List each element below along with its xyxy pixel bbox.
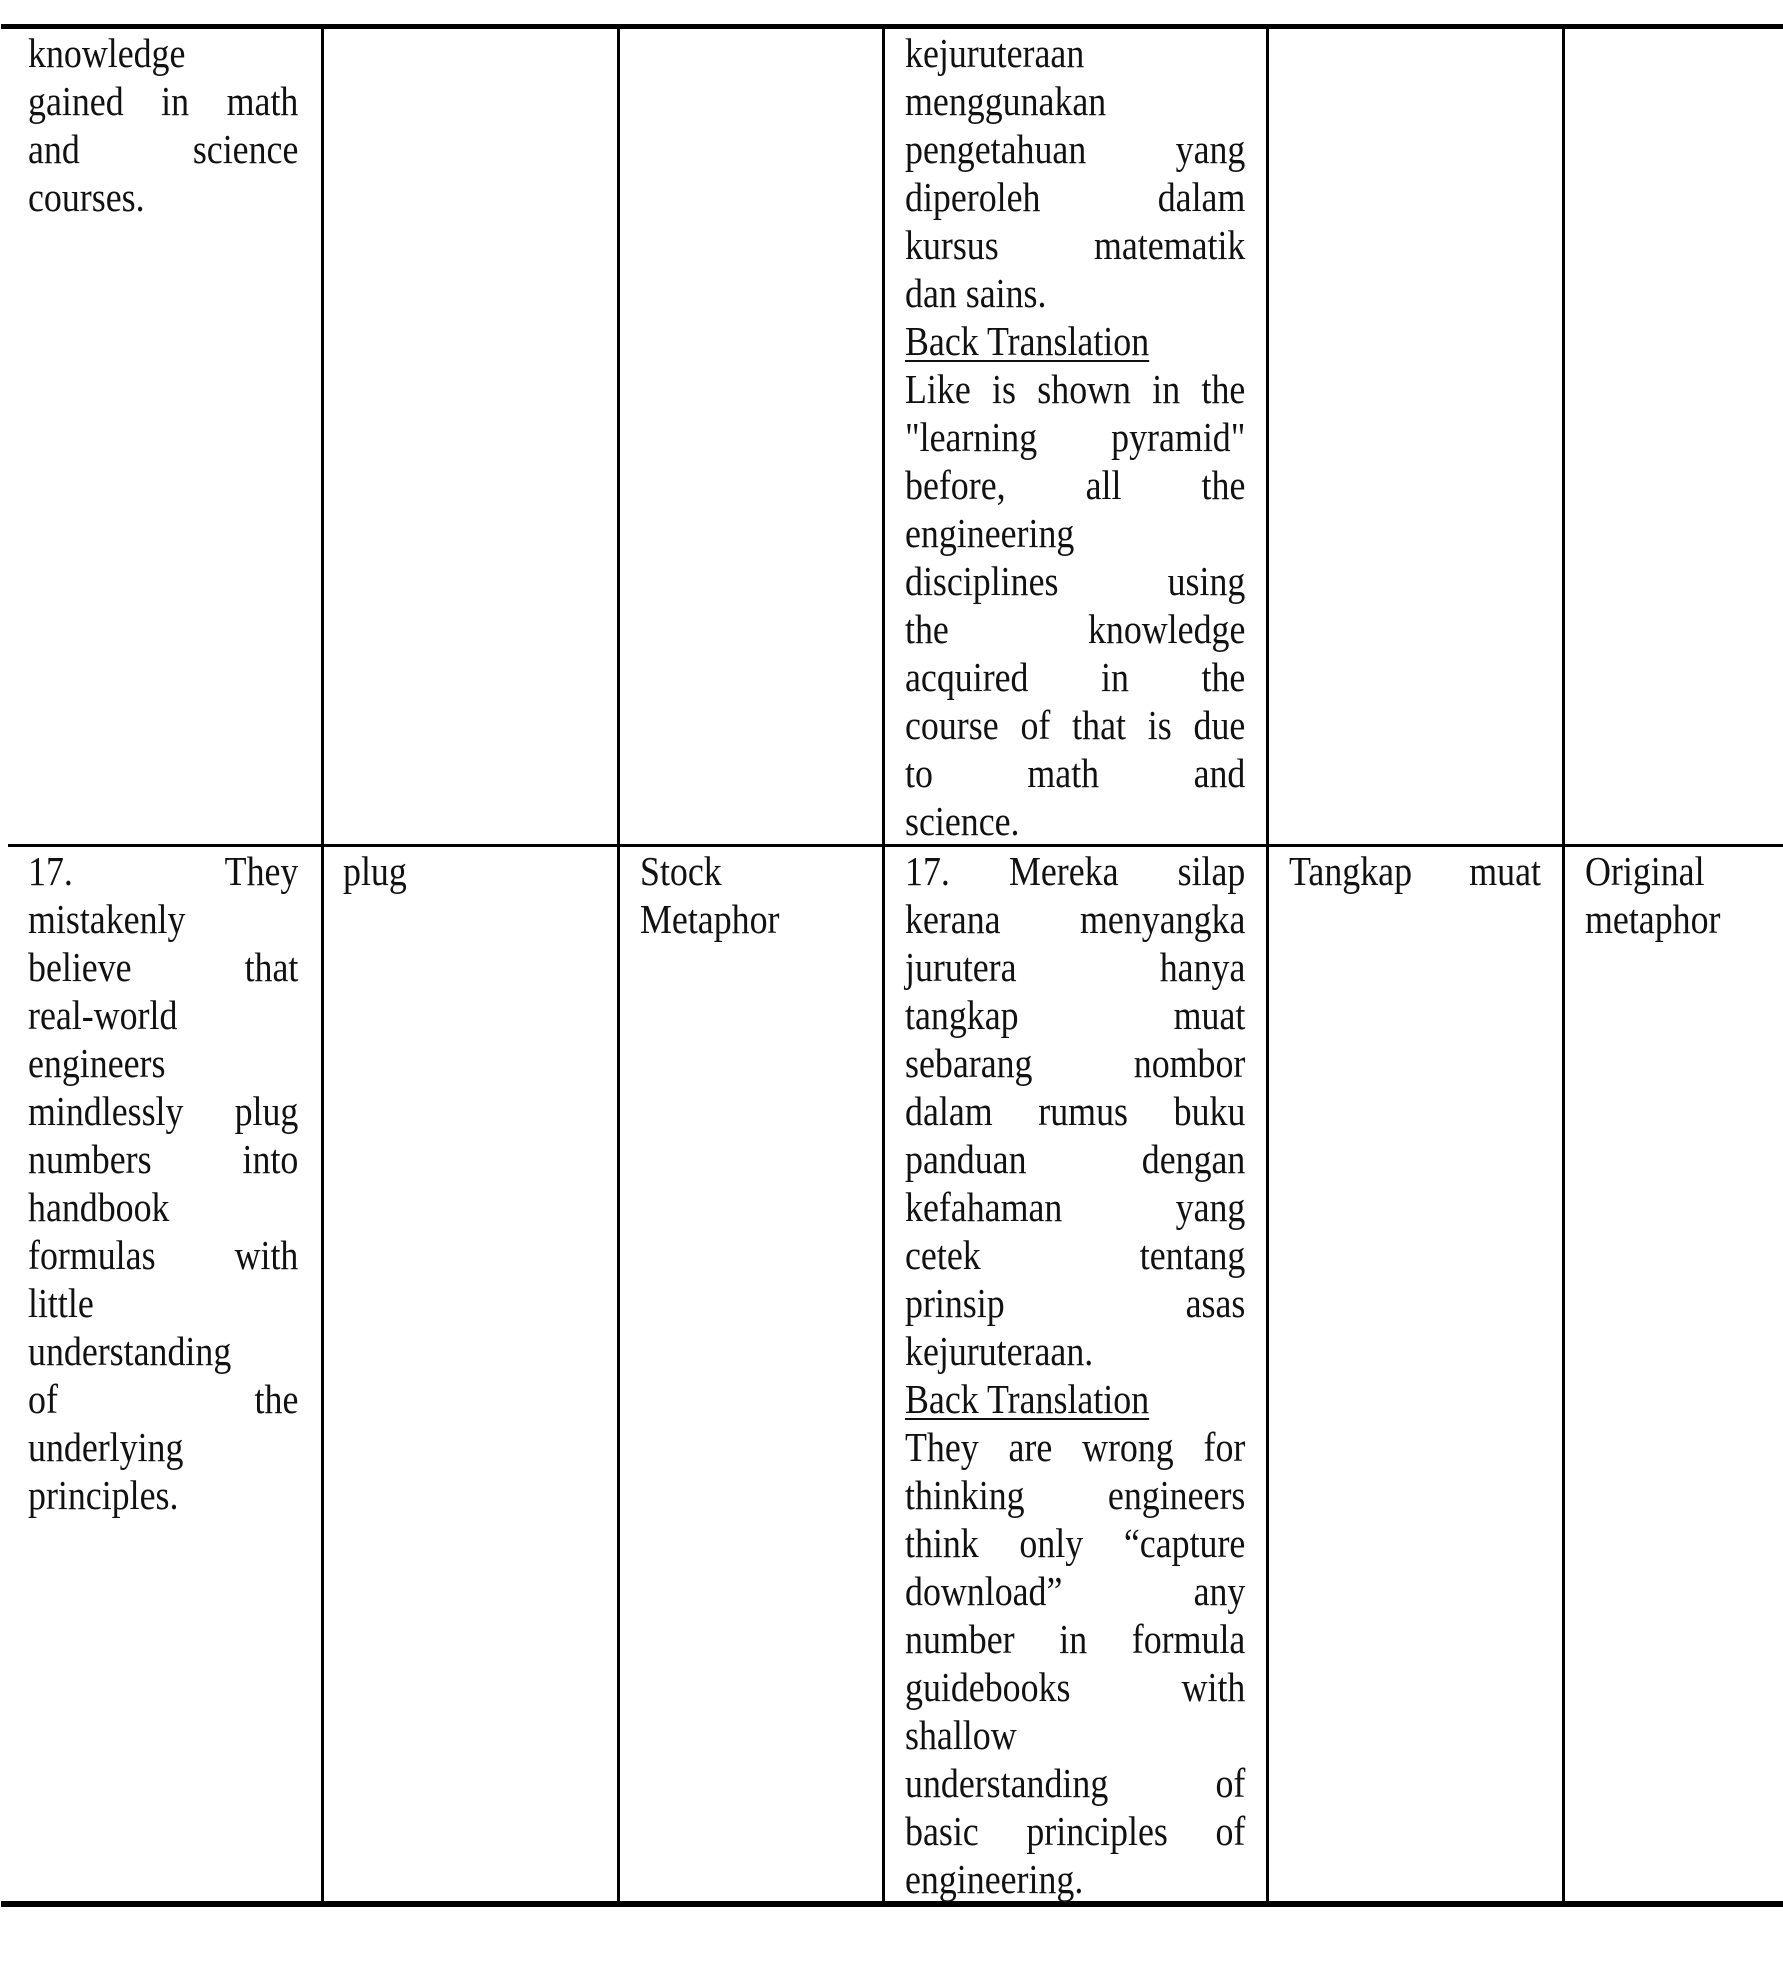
text-line: gained in math <box>28 78 299 124</box>
text-line: and science <box>28 126 299 172</box>
row2-procedure-cell <box>1585 847 1775 943</box>
text-line: mistakenly <box>28 896 186 942</box>
text-line: cetek tentang <box>905 1232 1246 1278</box>
text-line: kejuruteraan <box>905 30 1085 76</box>
column-divider <box>882 29 885 1901</box>
row1-translation-cell <box>905 29 1245 845</box>
text-line: diperoleh dalam <box>905 174 1246 220</box>
row1-translation <box>905 29 1245 845</box>
text-line: of the <box>28 1376 299 1422</box>
text-line: underlying <box>28 1424 184 1470</box>
text-line: understanding of <box>905 1760 1246 1806</box>
column-divider <box>1562 29 1565 1901</box>
column-divider <box>617 29 620 1901</box>
text-line: "learning pyramid" <box>905 414 1246 460</box>
row2-type-cell <box>640 847 862 943</box>
text-line: prinsip asas <box>905 1280 1246 1326</box>
text-line: the knowledge <box>905 606 1246 652</box>
text-line: thinking engineers <box>905 1472 1246 1518</box>
row2-type-line: Stock <box>640 848 722 894</box>
row2-source-text <box>28 847 298 1519</box>
column-divider <box>321 29 324 1901</box>
text-line: understanding <box>28 1328 232 1374</box>
text-line: before, all the <box>905 462 1246 508</box>
text-line: numbers into <box>28 1136 299 1182</box>
text-line: to math and <box>905 750 1246 796</box>
text-line: engineering. <box>905 1856 1084 1902</box>
row2-translation-cell <box>905 847 1245 1903</box>
row2-procedure-line: Original <box>1585 848 1705 894</box>
text-line: principles. <box>28 1472 179 1518</box>
text-line: disciplines using <box>905 558 1246 604</box>
row2-metaphor: plug <box>343 848 407 894</box>
row1-metaphor-cell <box>343 29 595 77</box>
text-line: believe that <box>28 944 299 990</box>
row1-source-text <box>28 29 298 221</box>
row2-translation <box>905 847 1245 1903</box>
text-line: kursus matematik <box>905 222 1246 268</box>
row1-translated-metaphor <box>1289 29 1541 77</box>
text-line: little <box>28 1280 94 1326</box>
row2-translated-metaphor-cell <box>1289 847 1541 895</box>
row2-procedure-line: metaphor <box>1585 896 1721 942</box>
text-line: tangkap muat <box>905 992 1246 1038</box>
back-translation-heading: Back Translation <box>905 1376 1150 1422</box>
row1-source-text-cell <box>28 29 298 221</box>
row2-metaphor-cell <box>343 847 595 895</box>
text-line: kefahaman yang <box>905 1184 1246 1230</box>
text-line: engineering <box>905 510 1075 556</box>
text-line: number in formula <box>905 1616 1246 1662</box>
text-line: Like is shown in the <box>905 366 1246 412</box>
text-line: real-world <box>28 992 178 1038</box>
text-line: formulas with <box>28 1232 299 1278</box>
text-line: kejuruteraan. <box>905 1328 1094 1374</box>
text-line: 17. Mereka silap <box>905 848 1246 894</box>
text-line: handbook <box>28 1184 170 1230</box>
text-line: download” any <box>905 1568 1246 1614</box>
text-line: sebarang nombor <box>905 1040 1246 1086</box>
text-line: mindlessly plug <box>28 1088 299 1134</box>
row2-translated-metaphor: Tangkap muat <box>1289 848 1541 894</box>
row2-type-line: Metaphor <box>640 896 780 942</box>
text-line: dalam rumus buku <box>905 1088 1246 1134</box>
table-bottom-border <box>1 1901 1783 1907</box>
text-line: 17. They <box>28 848 299 894</box>
row1-translated-metaphor-cell <box>1289 29 1541 77</box>
column-divider <box>1266 29 1269 1901</box>
back-translation-heading: Back Translation <box>905 318 1150 364</box>
text-line: engineers <box>28 1040 166 1086</box>
text-line: They are wrong for <box>905 1424 1246 1470</box>
text-line: shallow <box>905 1712 1017 1758</box>
text-line: course of that is due <box>905 702 1246 748</box>
text-line: pengetahuan yang <box>905 126 1246 172</box>
text-line: science. <box>905 798 1020 844</box>
text-line: acquired in the <box>905 654 1246 700</box>
text-line: guidebooks with <box>905 1664 1246 1710</box>
row1-metaphor <box>343 29 595 77</box>
text-line: think only “capture <box>905 1520 1246 1566</box>
text-line: dan sains. <box>905 270 1047 316</box>
row2-source-text-cell <box>28 847 298 1519</box>
text-line: basic principles of <box>905 1808 1246 1854</box>
text-line: knowledge <box>28 30 186 76</box>
text-line: courses. <box>28 174 145 220</box>
text-line: kerana menyangka <box>905 896 1246 942</box>
text-line: jurutera hanya <box>905 944 1246 990</box>
text-line: panduan dengan <box>905 1136 1246 1182</box>
text-line: menggunakan <box>905 78 1107 124</box>
